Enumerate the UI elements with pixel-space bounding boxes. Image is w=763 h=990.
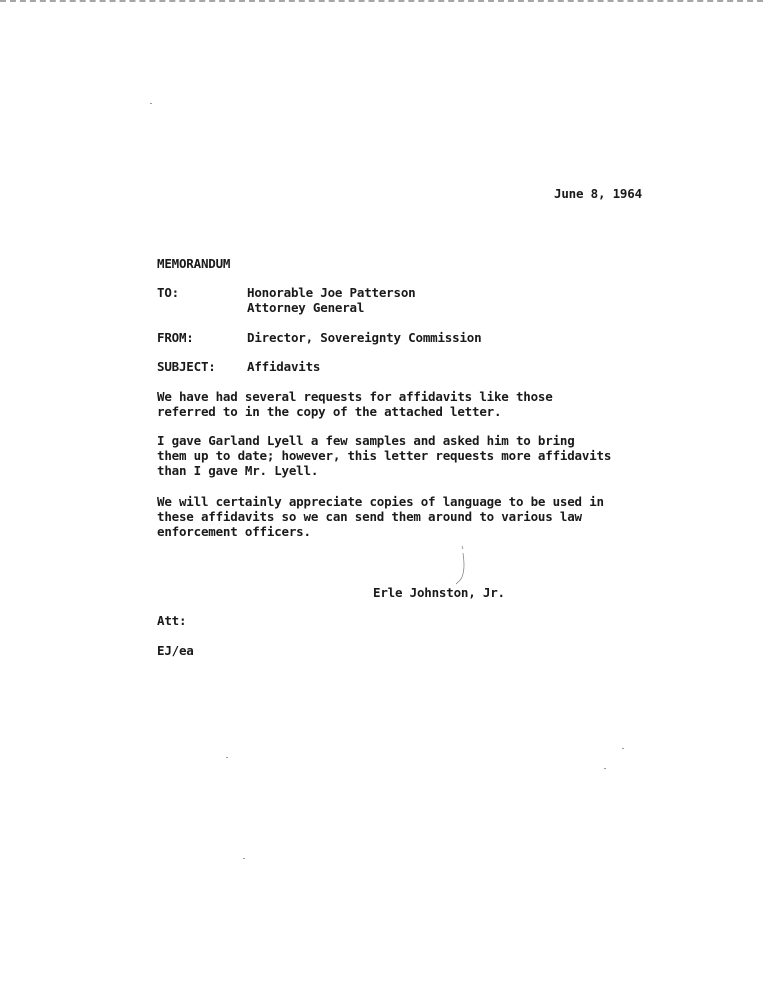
paragraph-3 — [157, 494, 604, 539]
attachment-label: Att: — [157, 613, 187, 628]
paragraph-line: I gave Garland Lyell a few samples and asked him to bring — [157, 433, 575, 448]
scan-top-edge — [0, 0, 763, 8]
to-label: TO: — [157, 285, 179, 300]
paragraph-line: enforcement officers. — [157, 524, 311, 539]
scan-speck — [622, 748, 624, 749]
subject-label: SUBJECT: — [157, 359, 216, 374]
paragraph-line: referred to in the copy of the attached letter. — [157, 404, 502, 419]
signature-mark — [454, 545, 468, 585]
from-label: FROM: — [157, 330, 194, 345]
paragraph-line: We have had several requests for affidavits like those — [157, 389, 553, 404]
scan-speck — [604, 768, 606, 769]
to-recipient-name: Honorable Joe Patterson — [247, 285, 416, 300]
scan-speck — [150, 103, 152, 104]
paragraph-line: We will certainly appreciate copies of language to be used in — [157, 494, 604, 509]
paragraph-2 — [157, 433, 611, 478]
memo-date: June 8, 1964 — [554, 186, 642, 201]
subject-value: Affidavits — [247, 359, 321, 374]
typist-initials: EJ/ea — [157, 643, 194, 658]
memo-heading: MEMORANDUM — [157, 256, 231, 271]
to-recipient-title: Attorney General — [247, 300, 365, 315]
paragraph-line: than I gave Mr. Lyell. — [157, 463, 319, 478]
from-value: Director, Sovereignty Commission — [247, 330, 482, 345]
signature-name: Erle Johnston, Jr. — [373, 585, 505, 600]
scan-speck — [226, 757, 228, 758]
paragraph-line: these affidavits so we can send them around to various law — [157, 509, 582, 524]
paragraph-line: them up to date; however, this letter requests more affidavits — [157, 448, 612, 463]
paragraph-1 — [157, 389, 553, 419]
scan-speck — [243, 858, 245, 859]
